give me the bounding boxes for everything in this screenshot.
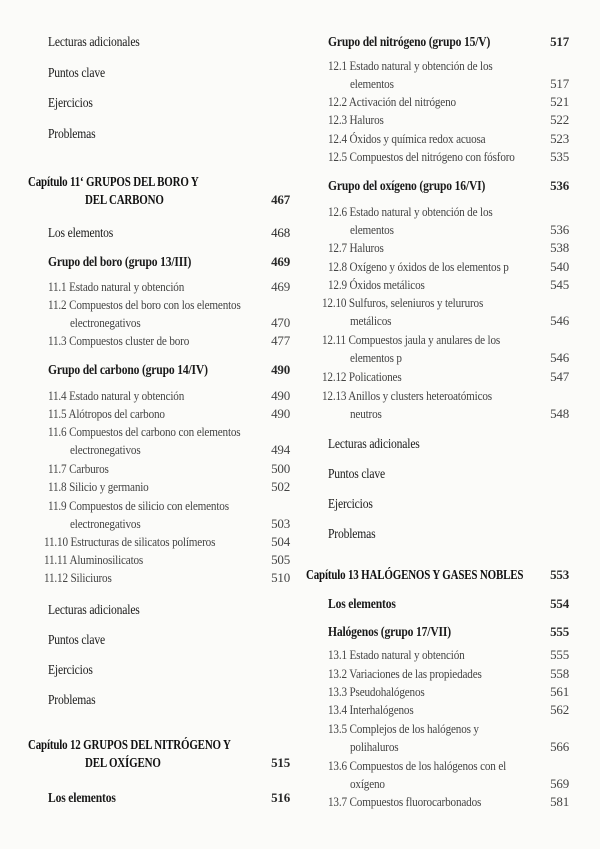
heading-entry: Puntos clave [48, 65, 105, 80]
heading-entry: Grupo del oxígeno (grupo 16/VI) [328, 178, 486, 193]
section-entry: 11.12 Siliciuros [44, 570, 112, 585]
section-entry: 13.6 Compuestos de los halógenos con el [328, 758, 507, 773]
section-entry: 11.2 Compuestos del boro con los elementos [48, 297, 241, 312]
section-entry: elementos [350, 222, 394, 237]
section-entry: 12.11 Compuestos jaula y anulares de los [322, 332, 501, 347]
section-entry: 11.10 Estructuras de silicatos polímeros [44, 534, 216, 549]
section-entry: 12.5 Compuestos del nitrógeno con fósforo [328, 149, 515, 164]
heading-entry: Ejercicios [48, 662, 93, 677]
section-entry: 12.10 Sulfuros, seleniuros y telururos [322, 295, 484, 310]
page-number: 581 [550, 794, 569, 809]
page-number: 535 [550, 149, 569, 164]
page-number: 553 [550, 567, 569, 582]
chapter-title: Capítulo 12 GRUPOS DEL NITRÓGENO Y [28, 737, 231, 752]
page-number: 469 [271, 254, 290, 269]
page-number: 561 [550, 684, 569, 699]
heading-entry: Problemas [48, 126, 96, 141]
section-entry: 11.7 Carburos [48, 461, 109, 476]
section-entry: 11.6 Compuestos del carbono con elementos [48, 424, 241, 439]
section-entry: 12.9 Óxidos metálicos [328, 277, 425, 292]
section-entry: 12.12 Policationes [322, 369, 402, 384]
chapter-title: DEL CARBONO [85, 192, 164, 207]
section-entry: elementos [350, 76, 394, 91]
chapter-title: DEL OXÍGENO [85, 755, 161, 770]
page-number: 548 [550, 406, 569, 421]
heading-entry: Ejercicios [48, 95, 93, 110]
section-entry: electronegativos [70, 516, 141, 531]
page-number: 517 [550, 76, 569, 91]
page-number: 547 [550, 369, 569, 384]
section-entry: 13.5 Complejos de los halógenos y [328, 721, 479, 736]
heading-entry: Grupo del nitrógeno (grupo 15/V) [328, 34, 491, 49]
section-entry: 13.7 Compuestos fluorocarbonados [328, 794, 482, 809]
section-entry: electronegativos [70, 442, 141, 457]
page-number: 517 [550, 34, 569, 49]
heading-entry: Problemas [328, 526, 376, 541]
page-number: 545 [550, 277, 569, 292]
section-entry: oxígeno [350, 776, 385, 791]
section-entry: 12.7 Haluros [328, 240, 384, 255]
page-number: 490 [271, 388, 290, 403]
section-entry: 13.1 Estado natural y obtención [328, 647, 465, 662]
page-number: 477 [271, 333, 290, 348]
heading-entry: Puntos clave [328, 466, 385, 481]
page-number: 562 [550, 702, 569, 717]
page-number: 555 [550, 624, 569, 639]
section-entry: 12.8 Oxígeno y óxidos de los elementos p [328, 259, 509, 274]
page-number: 469 [271, 279, 290, 294]
section-entry: 11.3 Compuestos cluster de boro [48, 333, 190, 348]
heading-entry: Lecturas adicionales [328, 436, 420, 451]
page-number: 540 [550, 259, 569, 274]
page-number: 502 [271, 479, 290, 494]
heading-entry: Los elementos [48, 790, 116, 805]
heading-entry: Los elementos [328, 596, 396, 611]
page-number: 500 [271, 461, 290, 476]
page-number: 536 [550, 178, 569, 193]
heading-entry: Ejercicios [328, 496, 373, 511]
section-entry: polihaluros [350, 739, 399, 754]
page-number: 490 [271, 406, 290, 421]
section-entry: 12.6 Estado natural y obtención de los [328, 204, 493, 219]
page-number: 470 [271, 315, 290, 330]
page-number: 523 [550, 131, 569, 146]
page-number: 546 [550, 313, 569, 328]
page-number: 558 [550, 666, 569, 681]
chapter-title: Capítulo 11ʻ GRUPOS DEL BORO Y [28, 174, 199, 189]
page-number: 522 [550, 112, 569, 127]
page-number: 521 [550, 94, 569, 109]
section-entry: electronegativos [70, 315, 141, 330]
page-number: 538 [550, 240, 569, 255]
heading-entry: Halógenos (grupo 17/VII) [328, 624, 451, 639]
page-number: 510 [271, 570, 290, 585]
page-number: 490 [271, 362, 290, 377]
section-entry: elementos p [350, 350, 402, 365]
section-entry: metálicos [350, 313, 392, 328]
page-number: 468 [271, 225, 290, 240]
section-entry: neutros [350, 406, 382, 421]
page-number: 504 [271, 534, 290, 549]
page-number: 516 [271, 790, 290, 805]
heading-entry: Los elementos [48, 225, 114, 240]
heading-entry: Lecturas adicionales [48, 602, 140, 617]
section-entry: 12.2 Activación del nitrógeno [328, 94, 456, 109]
page-number: 566 [550, 739, 569, 754]
page-number: 505 [271, 552, 290, 567]
page-number: 569 [550, 776, 569, 791]
page-number: 494 [271, 442, 290, 457]
heading-entry: Grupo del boro (grupo 13/III) [48, 254, 192, 269]
page-number: 536 [550, 222, 569, 237]
section-entry: 11.9 Compuestos de silicio con elementos [48, 498, 229, 513]
page-number: 467 [271, 192, 290, 207]
page-number: 555 [550, 647, 569, 662]
section-entry: 12.3 Haluros [328, 112, 384, 127]
heading-entry: Lecturas adicionales [48, 34, 140, 49]
section-entry: 12.1 Estado natural y obtención de los [328, 58, 493, 73]
section-entry: 11.4 Estado natural y obtención [48, 388, 185, 403]
section-entry: 13.2 Variaciones de las propiedades [328, 666, 482, 681]
section-entry: 11.5 Alótropos del carbono [48, 406, 165, 421]
section-entry: 12.4 Óxidos y química redox acuosa [328, 131, 486, 146]
chapter-title: Capítulo 13 HALÓGENOS Y GASES NOBLES [306, 567, 524, 582]
section-entry: 11.1 Estado natural y obtención [48, 279, 185, 294]
section-entry: 11.11 Aluminosilicatos [44, 552, 144, 567]
heading-entry: Problemas [48, 692, 96, 707]
page-number: 503 [271, 516, 290, 531]
heading-entry: Puntos clave [48, 632, 105, 647]
page-number: 546 [550, 350, 569, 365]
heading-entry: Grupo del carbono (grupo 14/IV) [48, 362, 208, 377]
page-number: 515 [271, 755, 290, 770]
section-entry: 13.4 Interhalógenos [328, 702, 414, 717]
section-entry: 13.3 Pseudohalógenos [328, 684, 425, 699]
section-entry: 11.8 Silicio y germanio [48, 479, 149, 494]
section-entry: 12.13 Anillos y clusters heteroatómicos [322, 388, 492, 403]
page-number: 554 [550, 596, 569, 611]
